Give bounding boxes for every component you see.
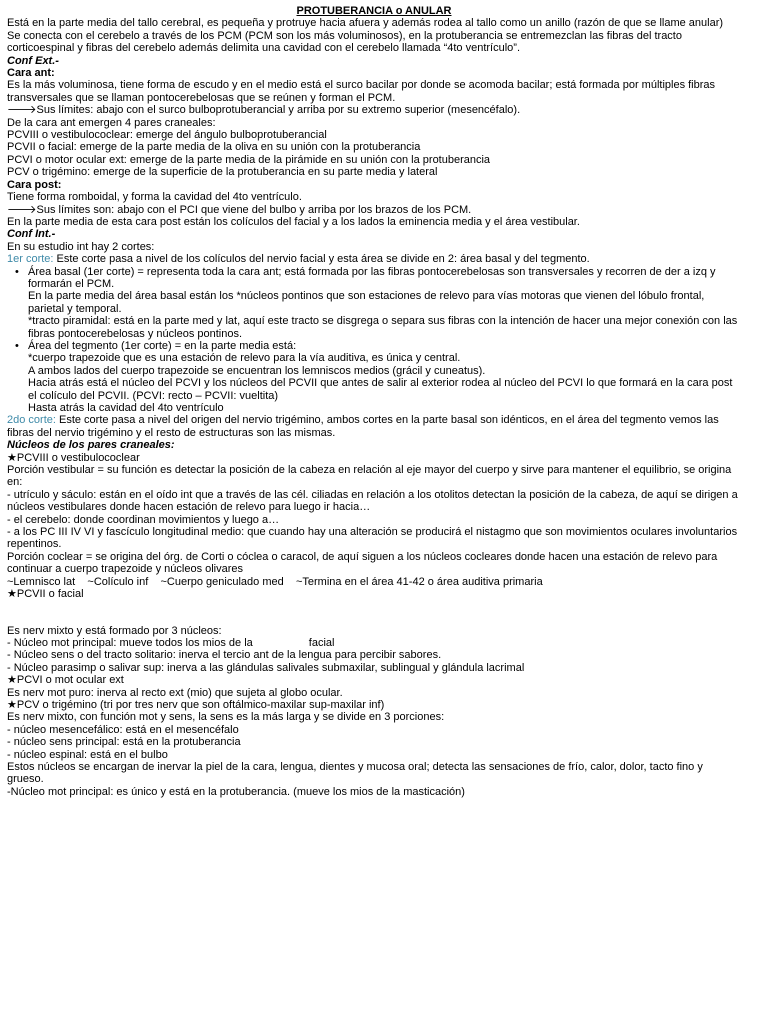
pcv-line: - núcleo sens principal: está en la protuberancia (7, 736, 241, 749)
cara-ant-line: PCVI o motor ocular ext: emerge de la parte media de la pirámide en su unión con la protuberancia (7, 153, 491, 166)
blank-line (7, 601, 741, 613)
pcvi-title: ★PCVI o mot ocular ext (7, 674, 124, 687)
blank-line (7, 613, 741, 625)
star-icon: ★ (7, 451, 17, 464)
pcvii-title: ★PCVII o facial (7, 588, 84, 601)
list-item: • Área basal (1er corte) = representa toda la cara ant; está formada por las fibras pontocerebelosas son transversales y recorren de der a izq y formarán el PCM. En la parte media del área basal están los *núcleos pontinos que son estaciones de relevo para vías motoras que vienen del lóbulo frontal, parietal y temporal. *tracto piramidal: está en la parte med y lat, aquí este tracto se disgrega o separa sus fibras con la intención de hacer una mejor conexión con las fibras pontocerebelosas y núcleos pontinos. (15, 265, 738, 340)
pcv-line: - núcleo mesencefálico: está en el mesencéfalo (7, 723, 239, 736)
corte-2-paragraph: 2do corte: Este corte pasa a nivel del origen del nervio trigémino, ambos cortes en la parte basal son idénticos, en el área del tegmento vemos las fibras del nervio trigémino y el resto de estructuras son las mismas. (7, 414, 719, 439)
corte-1-label: 1er corte: (7, 253, 54, 266)
conf-ext-heading: Conf Ext.- (7, 54, 59, 67)
intro-paragraph-1: Está en la parte media del tallo cerebral, es pequeña y protruye hacia afuera y además rodea al tallo como un anillo (razón de que se llame anular) (7, 17, 724, 30)
pcviii-line: Porción coclear = se origina del órg. de Corti o cóclea o caracol, de aquí siguen a los núcleos cocleares donde hacen una estación de relevo para continuar a cuerpo trapezoide y núcleos olivares (7, 550, 718, 576)
cara-ant-line: PCVIII o vestibulococlear: emerge del ángulo bulboprotuberancial (7, 129, 327, 142)
cara-ant-line: PCV o trigémino: emerge de la superficie de la protuberancia en su parte media y lateral (7, 166, 438, 179)
arrow-icon: 🡒 (7, 203, 37, 216)
pcvi-line: Es nerv mot puro: inerva al recto ext (mio) que sujeta al globo ocular. (7, 686, 343, 699)
pcviii-line: - utrículo y sáculo: están en el oído int que a través de las cél. ciliadas en relación a los otolitos detectan la posición de la cabeza, de aquí se dirigen a núcleos vestibulares donde hacen estación de relevo para luego ir hacia… (7, 488, 738, 514)
cara-ant-limits: 🡒Sus límites: abajo con el surco bulboprotuberancial y arriba por su extremo superior (mesencéfalo). (7, 104, 521, 117)
pcv-title: ★PCV o trigémino (tri por tres nerv que son oftálmico-maxilar sup-maxilar inf) (7, 698, 385, 711)
cara-post-line: En la parte media de esta cara post están los colículos del facial y a los lados la eminencia media y el área vestibular. (7, 215, 580, 228)
pcvii-line: - Núcleo parasimp o salivar sup: inerva a las glándulas salivales submaxilar, sublingual y glándula lacrimal (7, 661, 525, 674)
nucleos-heading: Núcleos de los pares craneales: (7, 439, 175, 452)
auditory-path: ~Lemnisco lat ~Colículo inf ~Cuerpo geniculado med ~Termina en el área 41-42 o área auditiva primaria (7, 575, 543, 588)
pcv-line: -Núcleo mot principal: es único y está en la protuberancia. (mueve los mios de la masticación) (7, 785, 465, 798)
star-icon: ★ (7, 698, 17, 711)
intro-paragraph-2: Se conecta con el cerebelo a través de los PCM (PCM son los más voluminosos), en la protuberancia se entremezclan las fibras del tracto corticoespinal y fibras del cerebelo además delimita una cavidad con el cerebelo llamada “4to ventrículo”. (7, 29, 682, 55)
corte-1-paragraph: 1er corte: Este corte pasa a nivel de los colículos del nervio facial y esta área se divide en 2: área basal y del tegmento. (7, 253, 590, 266)
cara-post-line: Tiene forma romboidal, y forma la cavidad del 4to ventrículo. (7, 191, 302, 204)
conf-int-intro: En su estudio int hay 2 cortes: (7, 240, 155, 253)
conf-int-heading: Conf Int.- (7, 228, 56, 241)
cara-ant-line: PCVII o facial: emerge de la parte media de la oliva en su unión con la protuberancia (7, 141, 421, 154)
cara-ant-description: Es la más voluminosa, tiene forma de escudo y en el medio está el surco bacilar por donde se acomoda bacilar; está formada por múltiples fibras transversales que se llaman pontocerebelosas que se reúnen y forman el PCM. (7, 79, 716, 104)
pcvii-line: Es nerv mixto y está formado por 3 núcleos: (7, 624, 222, 637)
pcviii-line: - el cerebelo: donde coordinan movimientos y luego a… (7, 513, 280, 526)
pcviii-line: Porción vestibular = su función es detectar la posición de la cabeza en relación al eje mayor del cuerpo y sirve para mantener el equilibrio, se origina en: (7, 464, 732, 489)
pcv-line: Estos núcleos se encargan de inervar la piel de la cara, lengua, dientes y mucosa oral; detecta las sensaciones de frío, calor, dolor, tacto fino y grueso. (7, 760, 703, 786)
bullet-icon: • (15, 265, 19, 278)
page-title: PROTUBERANCIA o ANULAR (296, 5, 452, 17)
corte-1-bullet-list (7, 266, 741, 415)
list-item: • Área del tegmento (1er corte) = en la parte media está: *cuerpo trapezoide que es una estación de relevo para la vía auditiva, es única y central. A ambos lados del cuerpo trapezoide se encuentran los lemniscos medios (grácil y cuneatus). Hacia atrás está el núcleo del PCVI y los núcleos del PCVII que antes de salir al exterior rodea al núcleo del PCVI lo que formará en la cara post el colículo del PCVII. (PCVI: recto – PCVII: vueltita) Hasta atrás la cavidad del 4to ventrículo (15, 339, 733, 414)
pcviii-line: - a los PC III IV VI y fascículo longitudinal medio: que cuando hay una alteración se producirá el nistagmo que son movimientos oculares involuntarios repentinos. (7, 526, 738, 551)
cara-ant-heading: Cara ant: (7, 67, 55, 80)
pcvii-line: - Núcleo sens o del tracto solitario: inerva el tercio ant de la lengua para percibir sabores. (7, 649, 442, 662)
arrow-icon: 🡒 (7, 104, 37, 117)
star-icon: ★ (7, 674, 17, 687)
cara-post-heading: Cara post: (7, 178, 62, 191)
pcvii-mot-line: - Núcleo mot principal: mueve todos los mios de la facial (7, 636, 335, 649)
cara-post-limits: 🡒Sus límites son: abajo con el PCI que viene del bulbo y arriba por los brazos de los PCM. (7, 203, 472, 216)
pcviii-title: ★PCVIII o vestibulococlear (7, 451, 140, 464)
corte-2-label: 2do corte: (7, 414, 56, 427)
cara-ant-line: De la cara ant emergen 4 pares craneales: (7, 116, 216, 129)
pcv-line: - núcleo espinal: está en el bulbo (7, 748, 168, 761)
star-icon: ★ (7, 588, 17, 601)
bullet-icon: • (15, 339, 19, 352)
pcv-line: Es nerv mixto, con función mot y sens, la sens es la más larga y se divide en 3 porciones: (7, 711, 445, 724)
